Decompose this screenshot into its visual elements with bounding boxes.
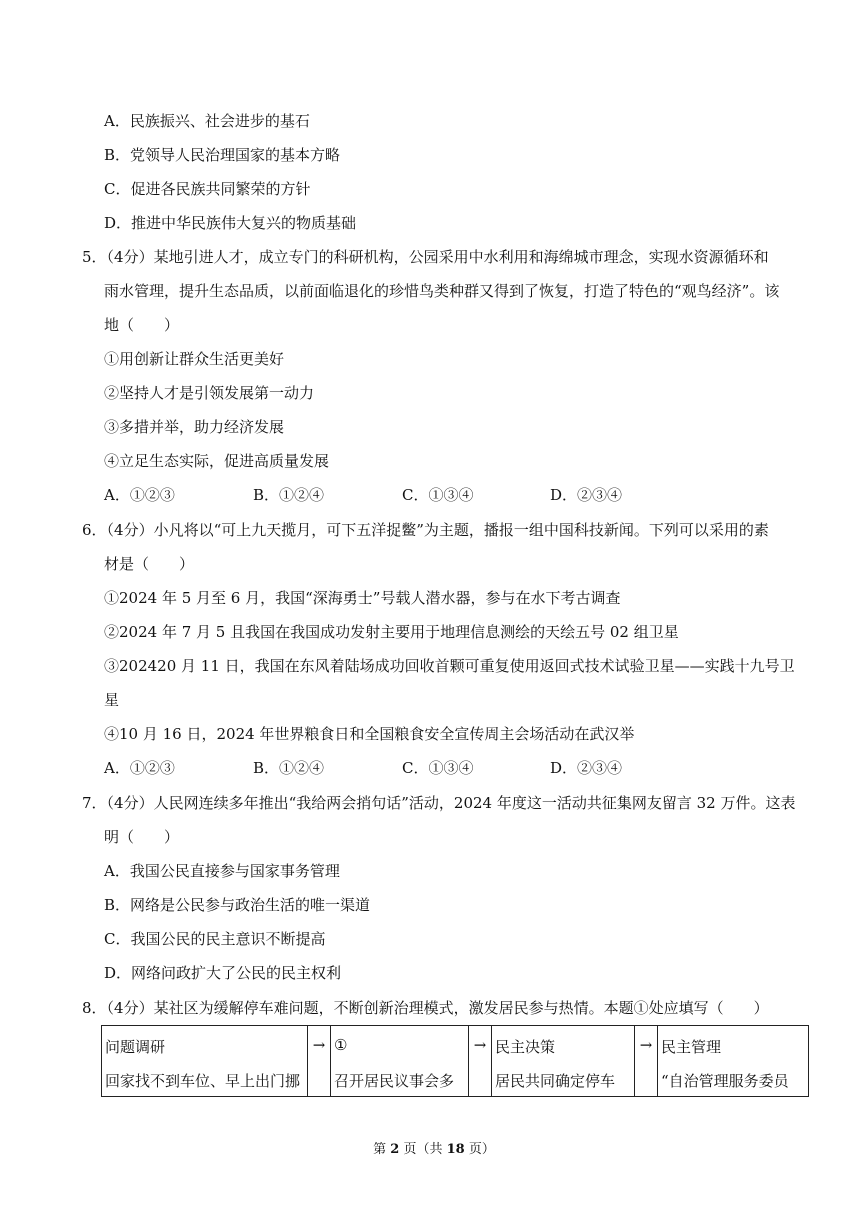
q7-option-d: D．网络问政扩大了公民的民主权利 — [104, 964, 342, 982]
q6-item-1: ①2024 年 5 月至 6 月，我国“深海勇士”号载人潜水器，参与在水下考古调查 — [104, 589, 621, 607]
q4-option-a: A．民族振兴、社会进步的基石 — [104, 112, 310, 130]
q7-option-a: A．我国公民直接参与国家事务管理 — [104, 862, 340, 880]
q8-process-table — [101, 1025, 809, 1097]
footer-middle: 页（共 — [399, 1142, 447, 1157]
q6-item-3: ③202420 月 11 日，我国在东风着陆场成功回收首颗可重复使用返回式技术试验卫星——实践十九号卫 — [104, 657, 795, 675]
q8-cell-survey — [102, 1026, 308, 1097]
q5-option-b: B．①②④ — [253, 486, 325, 504]
q4-option-d: D．推进中华民族伟大复兴的物质基础 — [104, 214, 357, 232]
right-arrow-icon: → — [312, 1036, 326, 1054]
q8-cell-title: 问题调研 — [105, 1038, 166, 1056]
q5-item-3: ③多措并举，助力经济发展 — [104, 418, 285, 436]
q5-item-1: ①用创新让群众生活更美好 — [104, 350, 285, 368]
q8-cell-body: 居民共同确定停车 — [495, 1072, 616, 1090]
q8-cell-body: 召开居民议事会多 — [334, 1072, 455, 1090]
q6-option-b: B．①②④ — [253, 759, 325, 777]
q5-stem-line1: 5．（4分）某地引进人才，成立专门的科研机构，公园采用中水利用和海绵城市理念，实现水资源循环和 — [82, 248, 769, 266]
q8-cell-body: “自治管理服务委员 — [661, 1072, 789, 1090]
q6-item-4: ④10 月 16 日，2024 年世界粮食日和全国粮食安全宣传周主会场活动在武汉举 — [104, 725, 635, 743]
q7-stem-line1: 7．（4分）人民网连续多年推出“我给两会捎句话”活动，2024 年度这一活动共征集网友留言 32 万件。这表 — [82, 794, 796, 812]
q6-item-2: ②2024 年 7 月 5 且我国在我国成功发射主要用于地理信息测绘的天绘五号 02 组卫星 — [104, 623, 679, 641]
q8-cell-management — [658, 1026, 809, 1097]
footer-suffix: 页） — [464, 1142, 495, 1157]
right-arrow-icon: → — [473, 1036, 487, 1054]
q8-cell-title: 民主决策 — [495, 1038, 556, 1056]
q4-option-b: B．党领导人民治理国家的基本方略 — [104, 146, 341, 164]
footer-prefix: 第 — [373, 1142, 391, 1157]
q6-option-c: C．①③④ — [402, 759, 474, 777]
q6-option-a: A．①②③ — [104, 759, 175, 777]
q5-item-4: ④立足生态实际，促进高质量发展 — [104, 452, 330, 470]
q5-option-a: A．①②③ — [104, 486, 175, 504]
q8-arrow — [469, 1026, 492, 1097]
right-arrow-icon: → — [639, 1036, 653, 1054]
q4-option-c: C．促进各民族共同繁荣的方针 — [104, 180, 311, 198]
q7-option-c: C．我国公民的民主意识不断提高 — [104, 930, 326, 948]
q5-option-d: D．②③④ — [550, 486, 623, 504]
q8-cell-title: ① — [334, 1036, 348, 1054]
q6-stem-line2: 材是（ ） — [104, 555, 195, 573]
page-footer — [0, 1138, 868, 1157]
q6-option-d: D．②③④ — [550, 759, 623, 777]
footer-page-number: 2 — [390, 1142, 400, 1157]
q8-arrow — [308, 1026, 331, 1097]
q5-option-c: C．①③④ — [402, 486, 474, 504]
q8-cell-title: 民主管理 — [661, 1038, 722, 1056]
q5-stem-line2: 雨水管理，提升生态品质，以前面临退化的珍惜鸟类种群又得到了恢复，打造了特色的“观鸟经济”。该 — [104, 282, 780, 300]
q8-cell-body: 回家找不到车位、早上出门挪 — [105, 1072, 301, 1090]
q8-stem-line1: 8．（4分）某社区为缓解停车难问题，不断创新治理模式，激发居民参与热情。本题①处应填写（ ） — [82, 999, 769, 1017]
q6-item-3-cont: 星 — [104, 691, 120, 709]
q5-item-2: ②坚持人才是引领发展第一动力 — [104, 384, 315, 402]
q8-cell-decision — [492, 1026, 635, 1097]
q5-stem-line3: 地（ ） — [104, 316, 180, 334]
q7-stem-line2: 明（ ） — [104, 828, 180, 846]
q8-cell-blank — [331, 1026, 469, 1097]
q6-stem-line1: 6．（4分）小凡将以“可上九天揽月，可下五洋捉鳖”为主题，播报一组中国科技新闻。下列可以采用的素 — [82, 521, 769, 539]
q7-option-b: B．网络是公民参与政治生活的唯一渠道 — [104, 896, 371, 914]
footer-total-pages: 18 — [446, 1142, 465, 1157]
q8-arrow — [635, 1026, 658, 1097]
